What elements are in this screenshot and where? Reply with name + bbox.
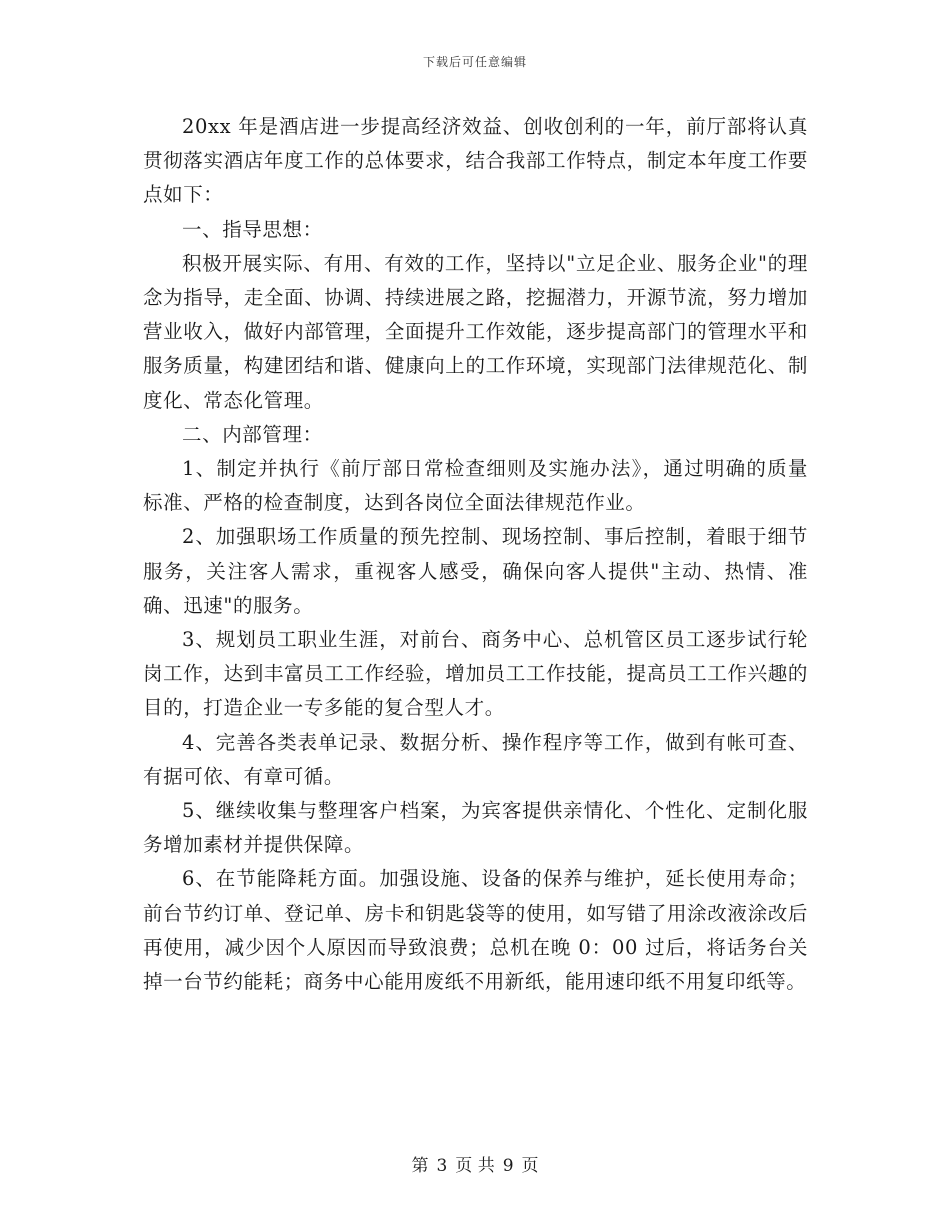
document-body xyxy=(143,110,808,999)
list-item-5: 5、继续收集与整理客户档案，为宾客提供亲情化、个性化、定制化服务增加素材并提供保障。 xyxy=(143,799,808,857)
list-item-1: 1、制定并执行《前厅部日常检查细则及实施办法》，通过明确的质量标准、严格的检查制度，达到各岗位全面法律规范作业。 xyxy=(143,457,808,515)
section-heading-guiding-thought: 一、指导思想： xyxy=(182,217,323,241)
page-number-total: 9 xyxy=(502,1156,514,1176)
guiding-thought-paragraph: 积极开展实际、有用、有效的工作，坚持以"立足企业、服务企业"的理念为指导，走全面、协调、持续进展之路，挖掘潜力，开源节流，努力增加营业收入，做好内部管理，全面提升工作效能，逐步提高部门的管理水平和服务质量，构建团结和谐、健康向上的工作环境，实现部门法律规范化、制度化、常态化管理。 xyxy=(143,251,808,412)
page-prefix: 第 xyxy=(411,1156,429,1176)
download-edit-note: 下载后可任意编辑 xyxy=(422,55,527,69)
page-footer xyxy=(0,1151,950,1176)
intro-paragraph: 20xx 年是酒店进一步提高经济效益、创收创利的一年，前厅部将认真贯彻落实酒店年度工作的总体要求，结合我部工作特点，制定本年度工作要点如下： xyxy=(143,115,808,207)
list-item-6: 6、在节能降耗方面。加强设施、设备的保养与维护，延长使用寿命；前台节约订单、登记单、房卡和钥匙袋等的使用，如写错了用涂改液涂改后再使用，减少因个人原因而导致浪费；总机在晚 0：00 过后，将话务台关掉一台节约能耗；商务中心能用废纸不用新纸，能用速印纸不用复印纸等。 xyxy=(143,867,808,994)
page-mid: 页 共 xyxy=(455,1156,495,1176)
section-heading-internal-management: 二、内部管理： xyxy=(182,422,323,446)
list-item-4: 4、完善各类表单记录、数据分析、操作程序等工作，做到有帐可查、有据可依、有章可循。 xyxy=(143,730,808,788)
page-suffix: 页 xyxy=(521,1156,539,1176)
list-item-3: 3、规划员工职业生涯，对前台、商务中心、总机管区员工逐步试行轮岗工作，达到丰富员工工作经验，增加员工工作技能，提高员工工作兴趣的目的，打造企业一专多能的复合型人才。 xyxy=(143,628,808,720)
list-item-2: 2、加强职场工作质量的预先控制、现场控制、事后控制，着眼于细节服务，关注客人需求，重视客人感受，确保向客人提供"主动、热情、准确、迅速"的服务。 xyxy=(143,525,808,617)
page-number-current: 3 xyxy=(436,1156,448,1176)
